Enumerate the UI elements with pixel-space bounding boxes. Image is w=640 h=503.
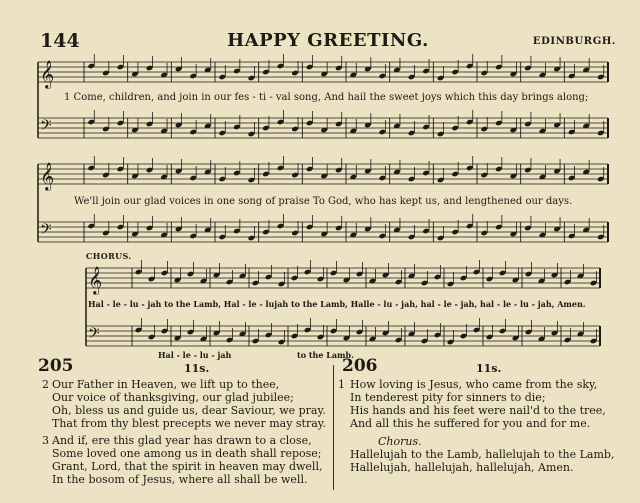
verse-number: 2 [42,378,49,391]
system3-lyric: Hal - le - lu - jah to the Lamb, Hal - le - lujah to the Lamb, Halle - lu - jah, hal - le - jah, hal - le - lu - jah, Amen. [88,299,586,309]
verse-line: And all this he suffered for you and for me. [350,417,591,430]
verse-number: 3 [42,434,49,447]
chorus-line: Hallelujah to the Lamb, hallelujah to the Lamb, [350,448,615,461]
hymn-number: 205 [38,356,74,376]
verse-line: In the bosom of Jesus, where all shall be well. [52,473,308,486]
system1-lyric: 1 Come, children, and join in our fes - ti - val song, And hail the sweet joys which this day brings along; [64,92,589,103]
verse-2 [34,378,332,430]
verse-number: 1 [338,378,345,391]
bass-clef: 𝄢 [40,221,52,242]
verse-line: And if, ere this glad year has drawn to a close, [52,434,312,447]
verse-line: Our voice of thanksgiving, our glad jubilee; [52,391,294,404]
page-number: 144 [40,30,80,52]
bass-clef: 𝄢 [40,117,52,138]
verse-line: Some loved one among us in death shall repose; [52,447,322,460]
verse-line: Our Father in Heaven, we lift up to thee, [52,378,280,391]
hymn-number: 206 [342,356,378,376]
system2-lyric: We'll join our glad voices in one song of praise To God, who has kept us, and lengthened our days. [74,196,573,207]
hymn-206 [338,356,628,474]
hymn-meter: 11s. [184,362,210,375]
bass-clef: 𝄢 [88,325,100,346]
chorus-line: Hallelujah, hallelujah, hallelujah, Amen. [350,461,574,474]
chorus-title: Chorus. [378,435,422,448]
verse-line: That from thy blest precepts we never may stray. [52,417,327,430]
hymn-205 [34,356,332,486]
system3-bass-lyric-a: Hal - le - lu - jah [158,350,232,360]
treble-clef: 𝄞 [40,162,55,190]
page-title: HAPPY GREETING. [227,30,429,51]
verse-line: In tenderest pity for sinners to die; [350,391,546,404]
tune-name: EDINBURGH. [532,36,616,47]
verse-line: How loving is Jesus, who came from the sky, [350,378,598,391]
verse-line: Grant, Lord, that the spirit in heaven may dwell, [52,460,323,473]
treble-clef: 𝄞 [40,60,55,88]
verse-1 [338,378,628,430]
verse-3 [34,434,332,486]
treble-staff [86,268,600,288]
treble-clef: 𝄞 [88,266,103,294]
hymn-meter: 11s. [476,362,502,375]
bass-staff [86,326,600,346]
chorus-label: CHORUS. [86,251,132,261]
system3-bass-lyric-b: to the Lamb. [297,350,354,360]
verse-line: His hands and his feet were nail'd to the tree, [350,404,606,417]
column-divider [333,365,334,490]
verse-line: Oh, bless us and guide us, dear Saviour, we pray. [52,404,326,417]
